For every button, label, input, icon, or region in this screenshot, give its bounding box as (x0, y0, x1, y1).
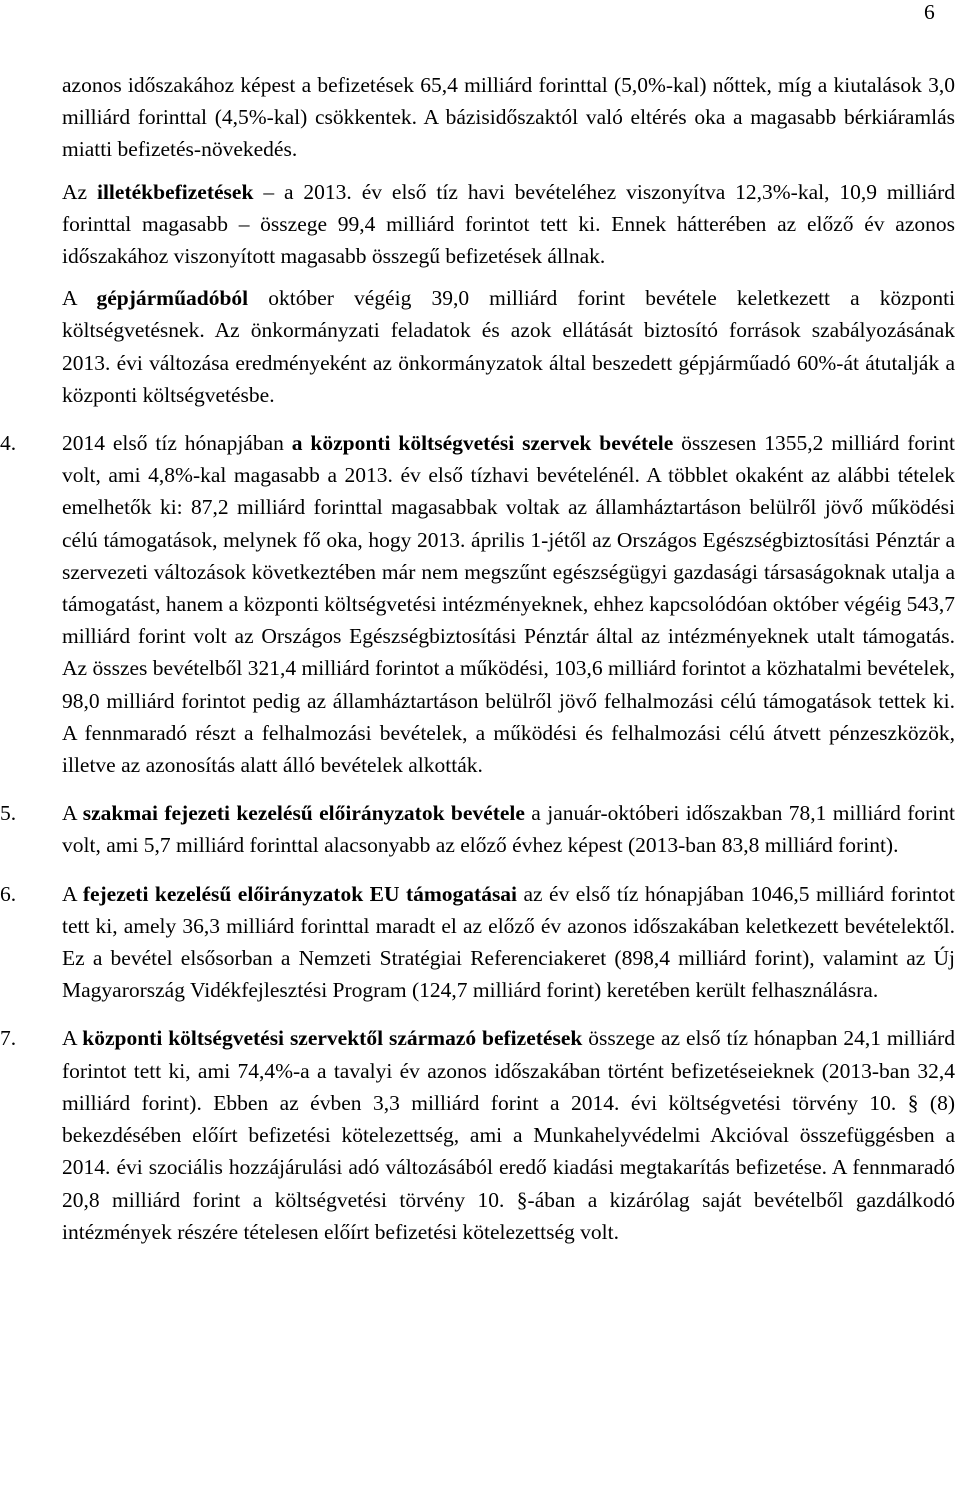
list-number: 4. (0, 431, 17, 456)
bold-term: gépjárműadóból (96, 286, 249, 311)
bold-term: illetékbefizetések (96, 179, 254, 204)
paragraph-gepjarmuado: A gépjárműadóból október végéig 39,0 milliárd forint bevétele keletkezett a központi költségvetésnek. Az önkormányzati feladatok és azok ellátását biztosító források szabályozásának 2013. évi változása eredményeként az önkormányzatok által beszedett gépjárműadó 60%-át átutalják a központi költségvetésbe. (62, 286, 956, 407)
page-number: 6 (924, 0, 935, 24)
bold-term: szakmai fejezeti kezelésű előirányzatok bevétele (82, 801, 525, 826)
list-item-6: 6. A fejezeti kezelésű előirányzatok EU támogatásai az év első tíz hónapjában 1046,5 milliárd forintot tett ki, amely 36,3 milliárd forinttal maradt el az előző év azonos időszakában keletkezett bevételektől. Ez a bevétel elsősorban a Nemzeti Stratégiai Referenciakeret (898,4 milliárd forint), valamint az Új Magyarország Vidékfejlesztési Program (124,7 milliárd forint) keretében került felhasználásra. (62, 878, 955, 1007)
paragraph-intro: azonos időszakához képest a befizetések 65,4 milliárd forinttal (5,0%-kal) nőttek, míg a kiutalások 3,0 milliárd forinttal (4,5%-kal) csökkentek. A bázisidőszaktól való eltérés oka a magasabb bérkiáramlás miatti befizetés-növekedés. (62, 73, 955, 162)
paragraph-illetek: Az illetékbefizetések – a 2013. év első tíz havi bevételéhez viszonyítva 12,3%-kal, 10,9 milliárd forinttal magasabb – összege 99,4 milliárd forintot tett ki. Ennek hátterében az előző év azonos időszakához viszonyított magasabb összegű befizetések állnak. (62, 179, 955, 269)
document-body (0, 69, 956, 1248)
list-item-5: 5. A szakmai fejezeti kezelésű előirányzatok bevétele a január-októberi időszakban 78,1 milliárd forint volt, ami 5,7 milliárd forinttal alacsonyabb az előző évhez képest (2013-ban 83,8 milliárd forint). (62, 797, 955, 861)
list-number: 6. (0, 881, 17, 906)
bold-term: központi költségvetési szervektől származó befizetések (82, 1026, 583, 1051)
bold-term: fejezeti kezelésű előirányzatok EU támogatásai (82, 881, 518, 906)
list-item-4: 4. 2014 első tíz hónapjában a központi költségvetési szervek bevétele összesen 1355,2 milliárd forint volt, ami 4,8%-kal magasabb a 2013. év első tízhavi bevételénél. A többlet okaként az alábbi tételek emelhetők ki: 87,2 milliárd forinttal magasabbak voltak az államháztartáson belülről jövő működési célú támogatások, melynek fő oka, hogy 2013. április 1-jétől az Országos Egészségbiztosítási Pénztár a szervezeti változások következtében már nem megszűnt egészségügyi gazdasági társaságoknak utalja a támogatást, hanem a központi költségvetési intézményeknek, ehhez kapcsolódóan október végéig 543,7 milliárd forint volt az Országos Egészségbiztosítási Pénztár által az intézményeknek utalt támogatás. Az összes bevételből 321,4 milliárd forintot a működési, 103,6 milliárd forintot a közhatalmi bevételek, 98,0 milliárd forintot pedig az államháztartáson belülről jövő felhalmozási célú támogatások tettek ki. A fennmaradó részt a felhalmozási bevételek, a működési és felhalmozási célú átvett pénzeszközök, illetve az azonosítás alatt álló bevételek alkották. (62, 427, 955, 781)
list-item-7: 7. A központi költségvetési szervektől származó befizetések összege az első tíz hónapban 24,1 milliárd forintot tett ki, ami 74,4%-a a tavalyi év azonos időszakában történt befizetéseieknek (2013-ban 32,4 milliárd forint). Ebben az évben 3,3 milliárd forint a 2014. évi költségvetési törvény 10. § (8) bekezdésében előírt befizetési kötelezettség, ami a Munkahelyvédelmi Akcióval összefüggésben a 2014. évi szociális hozzájárulási adó változásából eredő kiadási megtakarítás befizetése. A fennmaradó 20,8 milliárd forint a költségvetési törvény 10. §-ában a kizárólag saját bevételből gazdálkodó intézmények részére tételesen előírt befizetési kötelezettség volt. (62, 1022, 955, 1247)
list-number: 5. (0, 801, 17, 826)
bold-term: a központi költségvetési szervek bevétele (291, 431, 674, 456)
list-number: 7. (0, 1026, 17, 1051)
